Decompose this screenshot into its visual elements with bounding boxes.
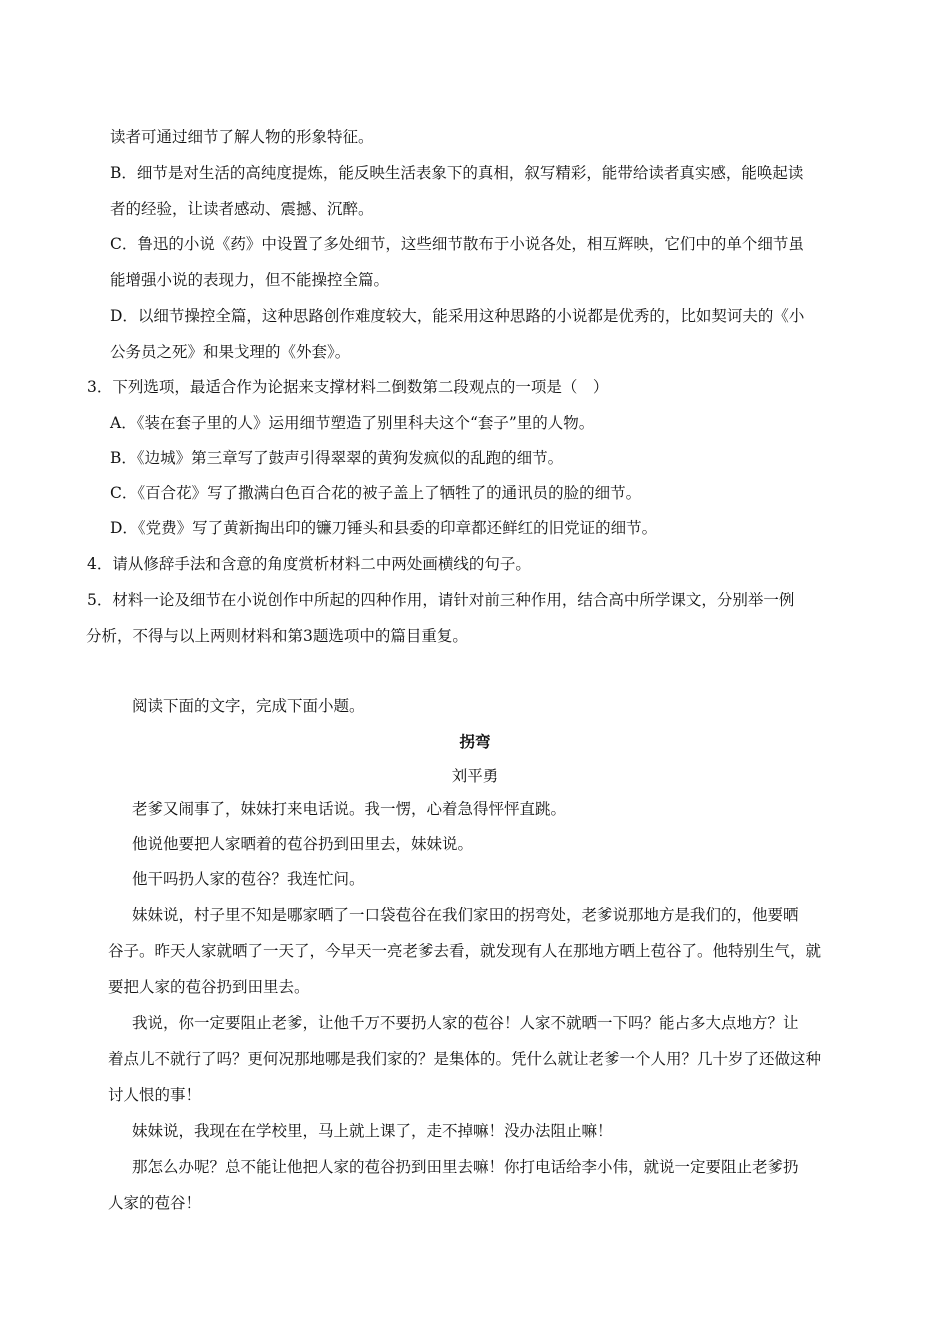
story-paragraph-cont: 谷子。昨天人家就晒了一天了，今早天一亮老爹去看，就发现有人在那地方晒上苞谷了。他特别生气，就 bbox=[108, 942, 822, 960]
q2-option-d-line1: D．以细节操控全篇，这种思路创作难度较大，能采用这种思路的小说都是优秀的，比如契诃夫的《小 bbox=[110, 307, 805, 325]
story-paragraph-cont: 要把人家的苞谷扔到田里去。 bbox=[108, 978, 310, 996]
q2-option-c-line2: 能增强小说的表现力，但不能操控全篇。 bbox=[110, 271, 390, 289]
story-paragraph: 老爹又闹事了，妹妹打来电话说。我一愣，心着急得怦怦直跳。 bbox=[132, 800, 567, 818]
story-paragraph: 妹妹说，村子里不知是哪家晒了一口袋苞谷在我们家田的拐弯处，老爹说那地方是我们的，他要晒 bbox=[132, 906, 799, 924]
q3-stem: 3．下列选项，最适合作为论据来支撑材料二倒数第二段观点的一项是（ ） bbox=[87, 378, 609, 396]
story-title: 拐弯 bbox=[459, 732, 491, 751]
q3-option-a: A．《装在套子里的人》运用细节塑造了别里科夫这个“套子”里的人物。 bbox=[110, 414, 595, 432]
story-author: 刘平勇 bbox=[451, 767, 499, 785]
q2-option-c-line1: C．鲁迅的小说《药》中设置了多处细节，这些细节散布于小说各处，相互辉映，它们中的单个细节虽 bbox=[110, 235, 804, 253]
q2-option-a-continuation: 读者可通过细节了解人物的形象特征。 bbox=[110, 128, 374, 146]
q3-option-b: B．《边城》第三章写了鼓声引得翠翠的黄狗发疯似的乱跑的细节。 bbox=[110, 449, 564, 467]
q2-option-b-line1: B．细节是对生活的高纯度提炼，能反映生活表象下的真相，叙写精彩，能带给读者真实感，能唤起读 bbox=[110, 164, 804, 182]
story-paragraph: 妹妹说，我现在在学校里，马上就上课了，走不掉嘛！没办法阻止嘛！ bbox=[132, 1122, 613, 1140]
q2-option-b-line2: 者的经验，让读者感动、震撼、沉醉。 bbox=[110, 200, 374, 218]
q3-option-c: C．《百合花》写了撒满白色百合花的被子盖上了牺牲了的通讯员的脸的细节。 bbox=[110, 484, 642, 502]
story-paragraph: 我说，你一定要阻止老爹，让他千万不要扔人家的苞谷！人家不就晒一下吗？能占多大点地方？让 bbox=[132, 1014, 799, 1032]
story-paragraph-cont: 人家的苞谷！ bbox=[108, 1194, 202, 1212]
q5-stem-line1: 5．材料一论及细节在小说创作中所起的四种作用，请针对前三种作用，结合高中所学课文，分别举一例 bbox=[87, 591, 795, 609]
story-paragraph: 他干吗扔人家的苞谷？我连忙问。 bbox=[132, 870, 365, 888]
story-paragraph-cont: 讨人恨的事！ bbox=[108, 1086, 202, 1104]
q5-stem-line2: 分析，不得与以上两则材料和第3题选项中的篇目重复。 bbox=[86, 627, 468, 645]
reading-instruction: 阅读下面的文字，完成下面小题。 bbox=[132, 697, 365, 715]
story-paragraph: 他说他要把人家晒着的苞谷扔到田里去，妹妹说。 bbox=[132, 835, 474, 853]
q2-option-d-line2: 公务员之死》和果戈理的《外套》。 bbox=[110, 343, 351, 361]
q4-stem: 4．请从修辞手法和含意的角度赏析材料二中两处画横线的句子。 bbox=[87, 555, 531, 573]
story-paragraph-cont: 着点儿不就行了吗？更何况那地哪是我们家的？是集体的。凭什么就让老爹一个人用？几十岁了还做这种 bbox=[108, 1050, 822, 1068]
story-paragraph: 那怎么办呢？总不能让他把人家的苞谷扔到田里去嘛！你打电话给李小伟，就说一定要阻止老爹扔 bbox=[132, 1158, 799, 1176]
q3-option-d: D．《党费》写了黄新掏出印的镰刀锤头和县委的印章都还鲜红的旧党证的细节。 bbox=[110, 519, 658, 537]
